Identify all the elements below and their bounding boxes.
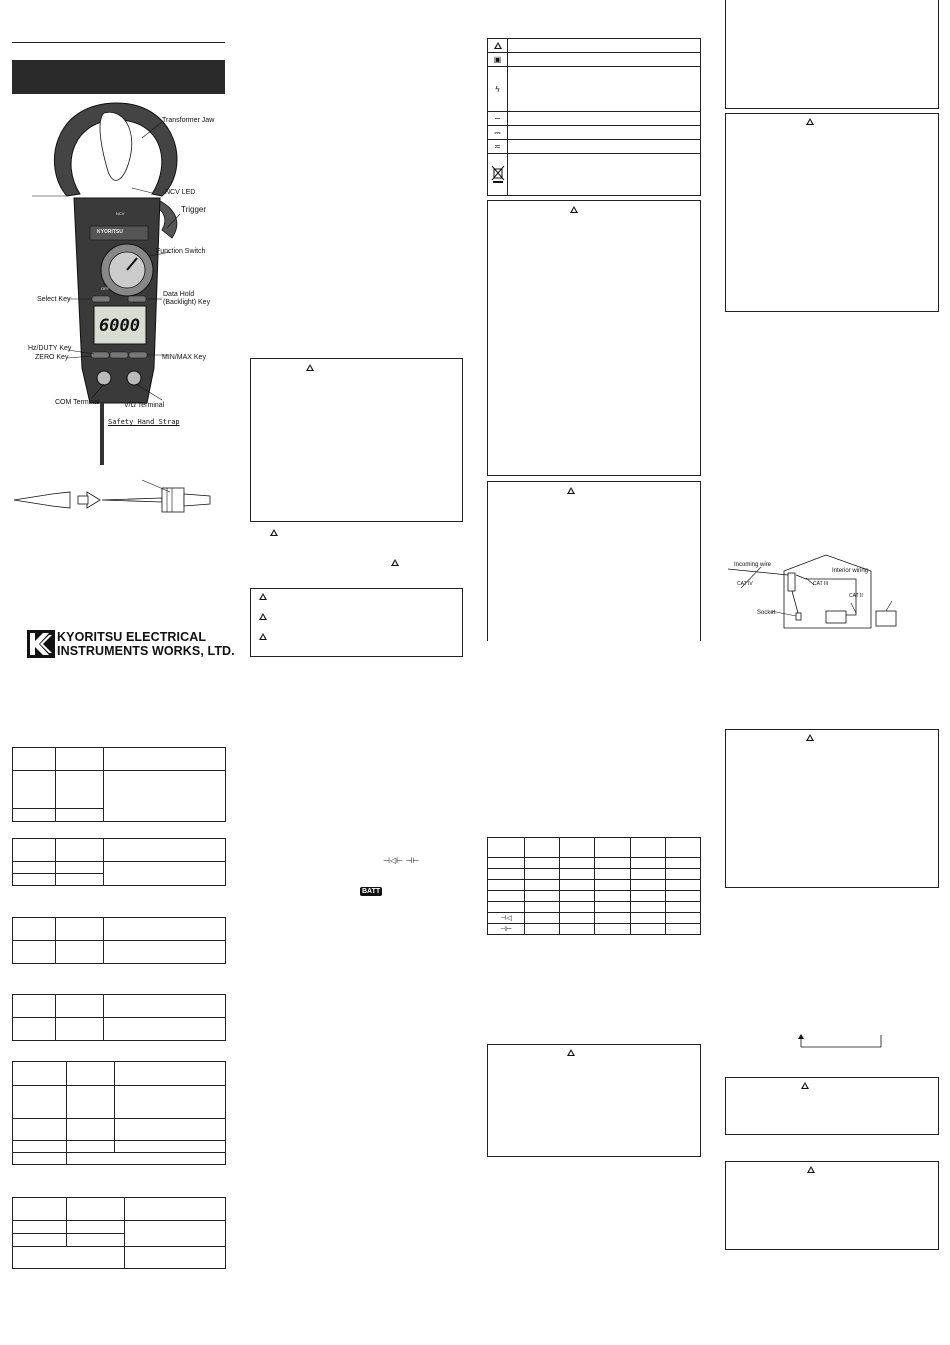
caution-triangle-icon: [488, 39, 508, 53]
label-function-switch: Function Switch: [156, 248, 206, 255]
warning-box-5: [487, 1044, 701, 1157]
connection-diagram: [795, 1033, 885, 1049]
label-data-hold: Data Hold: [163, 291, 195, 298]
title-bar: [12, 60, 225, 94]
warning-box-6: [725, 113, 939, 312]
meter-ncv-tag: NCV: [116, 211, 125, 216]
label-zero-key: ZERO Key: [35, 354, 69, 361]
warning-triangle-icon: [807, 1166, 815, 1173]
label-transformer-jaw: Transformer Jaw: [162, 117, 215, 124]
weee-bin-icon: [488, 154, 508, 196]
live-conductor-icon: ϟ: [488, 67, 508, 112]
label-incoming-wire: Incoming wire: [734, 562, 772, 568]
warning-triangle-icon: [259, 613, 267, 620]
label-v-ohm-terminal: V/Ω Terminal: [124, 402, 165, 409]
warning-box-3: [487, 200, 701, 476]
label-data-hold-backlight: (Backlight) Key: [163, 299, 211, 306]
label-com-terminal: COM Terminal: [55, 399, 100, 406]
warning-box-8: [725, 1077, 939, 1135]
warning-triangle-icon: [801, 1082, 809, 1089]
test-lead-cap-illustration: [12, 478, 212, 518]
label-select-key: Select Key: [37, 296, 71, 303]
spec-table-4: [12, 994, 226, 1041]
label-cat-iii: CAT III: [813, 581, 829, 587]
meter-brand-small: KYORITSU: [97, 229, 123, 235]
warning-triangle-icon: [570, 206, 578, 213]
warning-box-1: [250, 358, 463, 522]
warning-triangle-icon: [567, 1049, 575, 1056]
label-trigger: Trigger: [181, 205, 207, 214]
warning-triangle-icon: [567, 487, 575, 494]
label-socket: Socket: [757, 610, 776, 616]
diode-icon: ⊣◁: [488, 913, 525, 924]
spec-table-6: [12, 1197, 226, 1269]
batt-badge-label: BATT: [362, 888, 381, 895]
spec-table-2: [12, 838, 226, 886]
double-insulation-icon: ▣: [488, 53, 508, 67]
kyoritsu-logo-icon: [27, 630, 55, 658]
label-hz-duty-key: Hz/DUTY Key: [28, 345, 72, 352]
warning-box-7: [725, 729, 939, 888]
spec-table-1: [12, 747, 226, 822]
batt-badge: [360, 887, 382, 896]
dc-symbol-icon: ⎓: [488, 126, 508, 140]
ac-symbol-icon: ∼: [488, 112, 508, 126]
label-interior-wiring: Interior wiring: [832, 568, 869, 574]
spec-table-3: [12, 917, 226, 964]
diode-symbol-icon: ⊣◁⊢ ⊣⊢: [383, 856, 420, 865]
label-safety-hand-strap: Safety Hand Strap: [108, 418, 180, 426]
label-min-max-key: MIN/MAX Key: [162, 354, 206, 361]
warning-box-9: [725, 1161, 939, 1250]
warning-triangle-icon: [259, 633, 267, 640]
label-cat-ii: CAT II: [849, 593, 863, 599]
label-ncv-led: NCV LED: [165, 189, 196, 196]
capacitor-icon: ⊣⊢: [488, 924, 525, 935]
warning-box-2: [250, 588, 463, 657]
warning-triangle-icon: [306, 364, 314, 371]
meter-off-label: OFF: [101, 286, 109, 291]
warning-triangle-icon: [806, 734, 814, 741]
top-rule: [12, 42, 225, 43]
warning-triangle-icon: [391, 559, 399, 566]
symbol-table: [487, 38, 701, 196]
brand-line-2: INSTRUMENTS WORKS, LTD.: [57, 644, 235, 658]
accuracy-table: [487, 837, 701, 935]
spec-table-5: [12, 1061, 226, 1165]
warning-triangle-icon: [806, 118, 814, 125]
warning-triangle-icon: [270, 529, 278, 536]
lcd-display-value: 6000: [99, 316, 140, 336]
clamp-meter-illustration: [12, 98, 227, 470]
brand-line-1: KYORITSU ELECTRICAL: [57, 630, 207, 644]
ac-dc-symbol-icon: ≂: [488, 140, 508, 154]
label-cat-iv: CAT IV: [737, 581, 753, 587]
warning-box-4: [487, 481, 701, 641]
warning-triangle-icon: [259, 593, 267, 600]
note-box-top: [725, 0, 939, 109]
